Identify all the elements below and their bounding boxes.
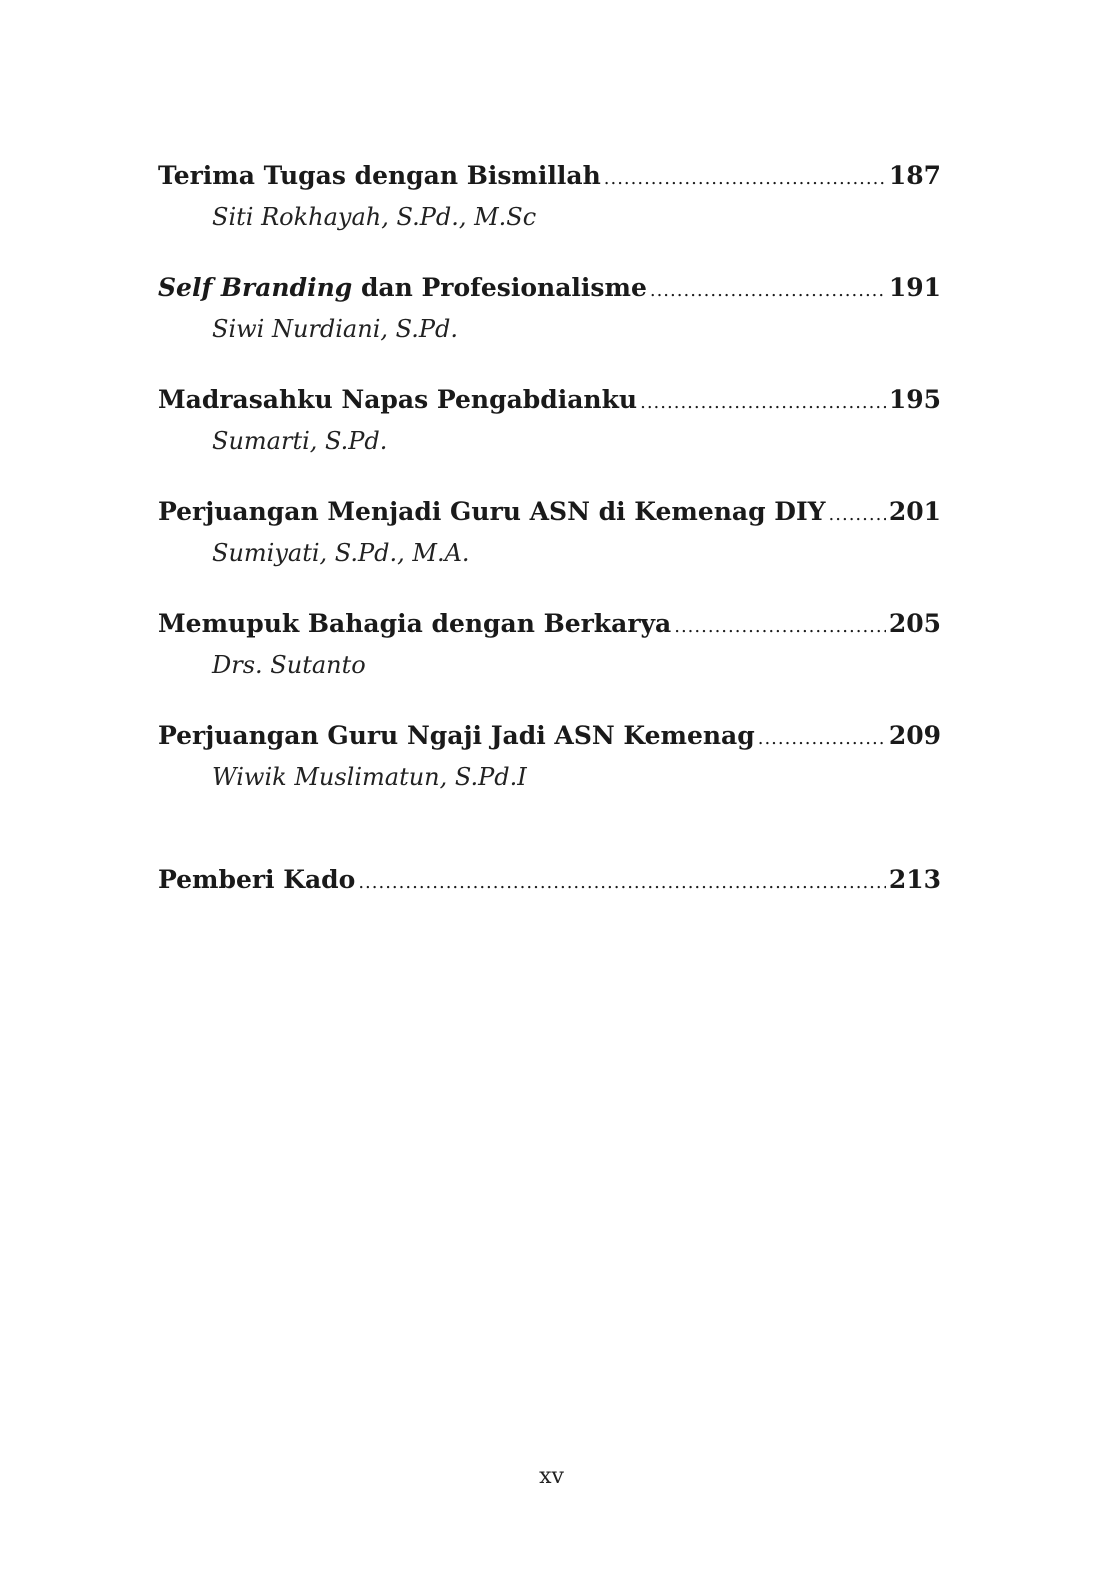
- toc-entry-title-main: Terima Tugas dengan Bismillah: [158, 161, 601, 190]
- toc-entry-author: Sumarti, S.Pd.: [212, 427, 388, 455]
- toc-entry-author: Drs. Sutanto: [212, 651, 366, 679]
- toc-entry-title: [158, 156, 601, 196]
- toc-title-line: [158, 156, 941, 196]
- toc-entry: [158, 716, 941, 828]
- toc-title-line: [158, 860, 941, 900]
- toc-entry-title-main: dan Profesionalisme: [352, 273, 647, 302]
- toc-page-number: 191: [888, 273, 941, 302]
- toc-title-line: [158, 492, 941, 532]
- toc-entry: [158, 268, 941, 380]
- toc-page-number: 213: [888, 865, 941, 894]
- toc-entry-author: Siwi Nurdiani, S.Pd.: [212, 315, 458, 343]
- toc-title-line: [158, 716, 941, 756]
- toc-entry-author: Wiwik Muslimatun, S.Pd.I: [212, 763, 527, 791]
- toc-entry: [158, 604, 941, 716]
- toc-page-number: 209: [888, 721, 941, 750]
- dot-leader: [758, 719, 886, 759]
- dot-leader: [829, 495, 886, 535]
- toc-entry-title-main: Perjuangan Guru Ngaji Jadi ASN Kemenag: [158, 721, 755, 750]
- toc-entry-title: [158, 492, 826, 532]
- toc-entry-title: [158, 604, 671, 644]
- toc-entry-title-italic: Self Branding: [158, 273, 353, 302]
- toc-entry: [158, 156, 941, 268]
- toc-page-number: 187: [888, 161, 941, 190]
- toc-entry-title: [158, 380, 637, 420]
- toc-entry-title: [158, 268, 647, 308]
- toc-page-number: 195: [888, 385, 941, 414]
- toc-entry: [158, 380, 941, 492]
- table-of-contents: [158, 156, 941, 972]
- dot-leader: [604, 159, 886, 199]
- toc-entry-title-main: Perjuangan Menjadi Guru ASN di Kemenag DIY: [158, 497, 826, 526]
- toc-entry-title-main: Memupuk Bahagia dengan Berkarya: [158, 609, 672, 638]
- toc-entry-title: [158, 716, 755, 756]
- toc-entry-title-main: Madrasahku Napas Pengabdianku: [158, 385, 638, 414]
- toc-title-line: [158, 268, 941, 308]
- toc-title-line: [158, 604, 941, 644]
- dot-leader: [640, 383, 886, 423]
- toc-page-number: 205: [888, 609, 941, 638]
- toc-entry-author: Siti Rokhayah, S.Pd., M.Sc: [212, 203, 537, 231]
- toc-entry-title: Pemberi Kado: [158, 865, 356, 894]
- toc-entry: [158, 492, 941, 604]
- dot-leader: [650, 271, 886, 311]
- toc-page-number: 201: [888, 497, 941, 526]
- toc-entry-closing: [158, 860, 941, 972]
- dot-leader: [674, 607, 886, 647]
- page-folio: xv: [539, 1464, 564, 1489]
- toc-title-line: [158, 380, 941, 420]
- dot-leader: [358, 863, 885, 903]
- toc-entry-author: Sumiyati, S.Pd., M.A.: [212, 539, 470, 567]
